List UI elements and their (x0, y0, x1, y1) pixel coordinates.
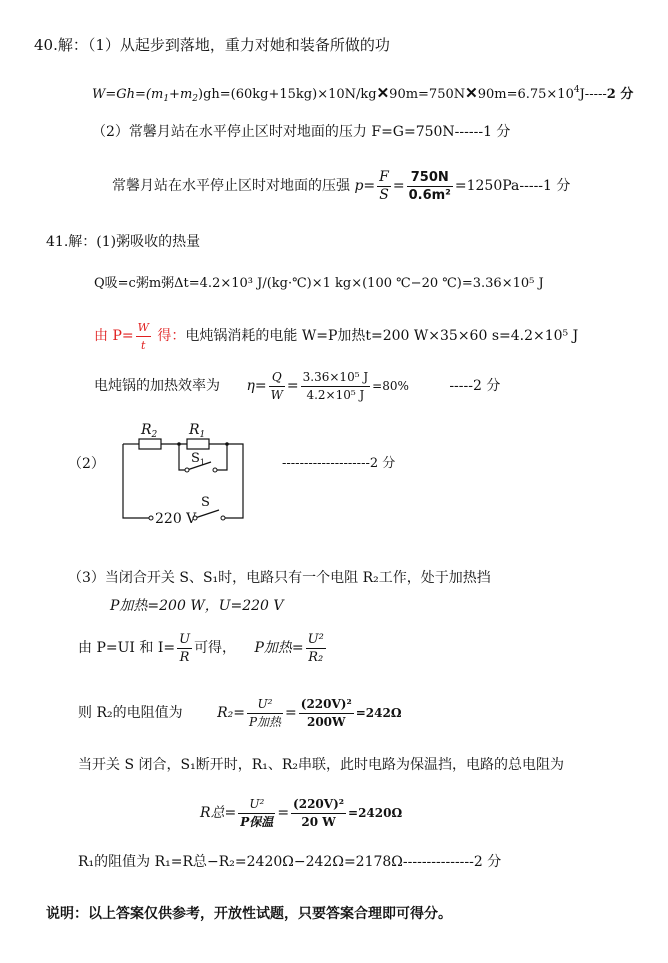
power-fraction (306, 631, 326, 666)
times-mark: ✕ (376, 84, 390, 102)
junction-dot (177, 442, 181, 446)
q41-efficiency-line (94, 368, 500, 404)
total-resistance-line (200, 790, 402, 836)
label-voltage: 220 V (155, 511, 197, 526)
eta-symbol: η= (246, 378, 267, 394)
fraction-numerator: (220V)² (299, 696, 354, 714)
efficiency-value-fraction (301, 369, 370, 404)
switch-contact (221, 516, 225, 520)
switch-s (195, 510, 219, 518)
efficiency-fraction (269, 369, 285, 404)
q41-heat-line: Q吸=c粥m粥Δt=4.2×10³ J/(kg·℃)×1 kg×(100 ℃−20 ℃)=3.36×10⁵ J (94, 276, 544, 291)
pressure-symbol: p= (354, 178, 376, 194)
energy-text: 电炖锅消耗的电能 W=P加热t=200 W×35×60 s=4.2×10⁵ J (185, 328, 579, 344)
part3-line: （3）当闭合开关 S、S₁时，电路只有一个电阻 R₂工作，处于加热挡 (68, 570, 491, 586)
q40-heading: 40.解：（1）从起步到落地，重力对她和装备所做的功 (34, 36, 390, 54)
r2-symbol: R₂= (217, 705, 245, 721)
label-s: S (201, 495, 210, 510)
fraction-numerator: F (379, 168, 389, 185)
work-rest: )gh=(60kg+15kg)×10N/kg (198, 87, 377, 102)
equals-sign: = (392, 178, 405, 194)
fraction-numerator: W (136, 319, 151, 337)
wire (215, 444, 227, 470)
work-exp: 4 (573, 85, 580, 95)
fraction-numerator: 750N (407, 169, 453, 187)
equals-sign: = (285, 705, 297, 721)
label-r1: $R_1$ (189, 422, 206, 440)
fraction-numerator: U² (247, 696, 283, 714)
r2-fraction (247, 696, 283, 731)
given-line: P加热=200 W，U=220 V (110, 598, 284, 614)
formula-prefix: 由 P=UI 和 I= (78, 640, 176, 656)
times-mark: ✕ (465, 84, 478, 102)
fraction-denominator: t (141, 338, 146, 352)
q40-work-line (92, 80, 633, 109)
current-fraction (177, 631, 192, 666)
pressure-result: =1250Pa----- (454, 178, 544, 194)
fraction-numerator: 3.36×10⁵ J (301, 369, 370, 387)
part2-score: --------------------2 分 (282, 456, 396, 471)
q41-energy-line (94, 318, 578, 354)
fraction-numerator: U² (307, 631, 324, 647)
equals-sign: = (277, 805, 290, 821)
q40-pressure-line (112, 166, 570, 206)
fraction-denominator: R (179, 649, 190, 665)
r2-value-fraction (299, 696, 354, 731)
fraction-denominator: 200W (306, 714, 346, 729)
fraction-denominator: S (379, 186, 389, 203)
fraction-denominator: R₂ (308, 649, 324, 665)
fraction-denominator: P保温 (240, 814, 274, 829)
score-label: 1 分 (543, 178, 571, 194)
r2-result: =242Ω (355, 706, 402, 720)
wire (123, 444, 151, 518)
rt-fraction (238, 796, 275, 831)
q41-heading: 41.解：(1)粥吸收的热量 (46, 234, 201, 250)
label-s1: $S_1$ (191, 451, 205, 467)
fraction-denominator: 20 W (301, 814, 336, 829)
part2-label: （2） (68, 456, 105, 472)
power-fraction (136, 319, 151, 354)
resistor-r1 (187, 439, 209, 449)
series-line: 当开关 S 闭合，S₁断开时，R₁、R₂串联，此时电路为保温挡，电路的总电阻为 (78, 757, 564, 773)
r2-label: 则 R₂的电阻值为 (78, 705, 183, 721)
efficiency-label: 电炖锅的加热效率为 (94, 378, 220, 394)
fraction-numerator: (220V)² (291, 796, 346, 814)
junction-dot (225, 442, 229, 446)
wire (179, 444, 187, 470)
fraction-numerator: Q (269, 369, 285, 387)
work-lhs: W=Gh=(m (92, 87, 164, 102)
circuit-diagram (115, 420, 275, 526)
work-sub1: 1 (163, 94, 170, 104)
formula-mid: 可得， (194, 640, 237, 656)
rt-result: =2420Ω (348, 806, 403, 820)
fraction-numerator: U (179, 631, 191, 647)
efficiency-result: =80% (372, 379, 409, 393)
score-label: -----2 分 (449, 378, 501, 394)
wire (209, 444, 243, 518)
q40-force-line: （2）常馨月站在水平停止区时对地面的压力 F=G=750N------1 分 (92, 124, 511, 140)
rt-value-fraction (291, 796, 346, 831)
from-prefix: 由 P= (94, 328, 134, 344)
fraction-numerator: U² (238, 796, 275, 814)
label-r2: $R_2$ (141, 422, 158, 440)
pressure-value-fraction (407, 169, 453, 204)
resistor-r2 (139, 439, 161, 449)
work-tail: 90m=6.75×10 (477, 87, 574, 102)
from-get: 得： (157, 328, 186, 344)
answer-note: 说明：以上答案仅供参考，开放性试题，只要答案合理即可得分。 (46, 906, 452, 922)
formula-line (78, 626, 328, 670)
pressure-label: 常馨月站在水平停止区时对地面的压强 (112, 178, 350, 194)
fraction-denominator: P加热 (248, 714, 282, 729)
equals-sign: = (286, 378, 299, 394)
work-mid: 90m=750N (389, 87, 466, 102)
r2-line (78, 690, 402, 736)
fraction-denominator: W (270, 387, 283, 402)
work-sub2: 2 (192, 94, 199, 104)
pressure-fraction (377, 169, 391, 204)
terminal (149, 516, 153, 520)
r1-line: R₁的阻值为 R₁=R总−R₂=2420Ω−242Ω=2178Ω---------------2 分 (78, 854, 502, 870)
fraction-denominator: 0.6m² (408, 187, 451, 203)
rt-symbol: R总= (200, 805, 237, 821)
score-label: 2 分 (606, 87, 634, 102)
switch-contact (185, 468, 189, 472)
switch-contact (213, 468, 217, 472)
power-symbol: P加热= (254, 640, 304, 656)
work-plus: +m (169, 87, 193, 102)
work-unit: J----- (579, 87, 607, 102)
fraction-denominator: 4.2×10⁵ J (306, 387, 365, 402)
